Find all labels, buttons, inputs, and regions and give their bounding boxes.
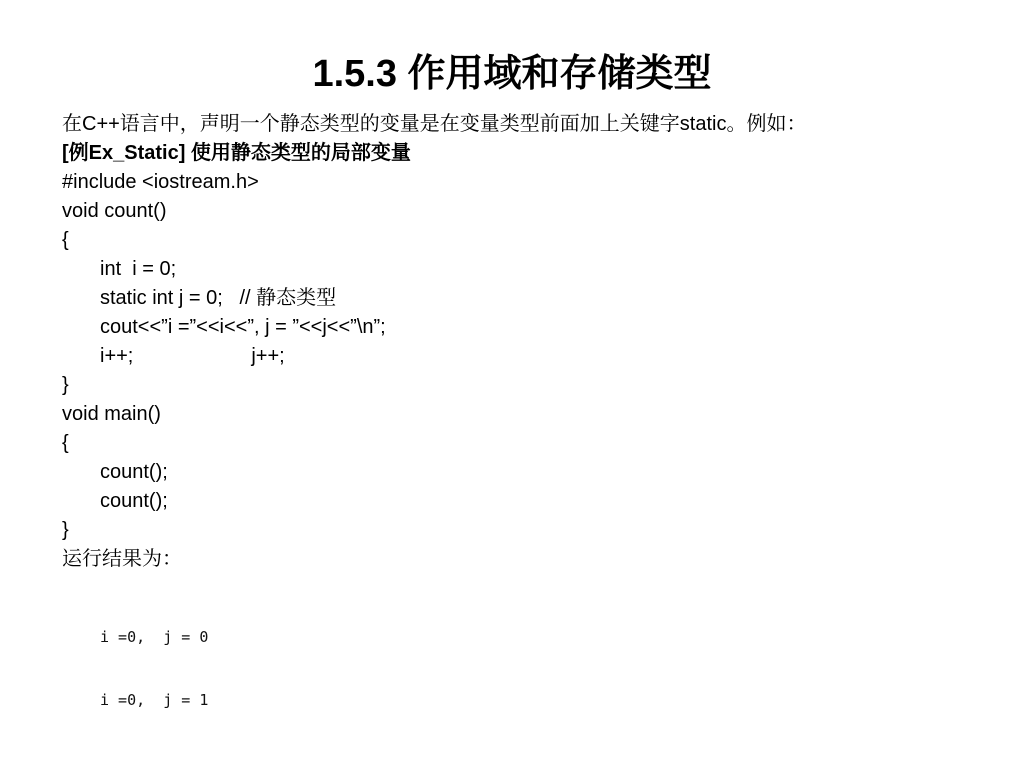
code-main-signature: void main() [62,403,161,425]
code-increment-line [62,342,1002,371]
code-count-signature: void count() [62,200,167,222]
result-label: 运行结果为： [62,548,182,570]
code-call-1: count(); [100,461,168,483]
slide-title: 1.5.3 作用域和存储类型 [312,53,712,95]
code-incr-j: j++; [251,345,285,367]
code-call-2: count(); [100,490,168,512]
code-close-brace: } [62,374,69,396]
code-int-decl: int i = 0; [100,258,177,280]
code-include: #include <iostream.h> [62,171,259,193]
program-output [100,585,208,732]
code-close-brace-main: } [62,519,69,541]
code-open-brace-main: { [62,432,69,454]
code-incr-i: i++; [100,345,134,367]
slide-content [62,110,1002,574]
code-open-brace: { [62,229,69,251]
intro-text: 在C++语言中，声明一个静态类型的变量是在变量类型前面加上关键字static。例如： [62,113,807,135]
output-line-1: i =0, j = 0 [100,628,209,646]
example-heading: [例Ex_Static] 使用静态类型的局部变量 [62,142,411,164]
output-line-2: i =0, j = 1 [100,691,209,709]
code-cout-line: cout<<”i =”<<i<<”, j = ”<<j<<”\n”; [100,316,386,338]
code-static-decl: static int j = 0; // 静态类型 [100,287,337,309]
